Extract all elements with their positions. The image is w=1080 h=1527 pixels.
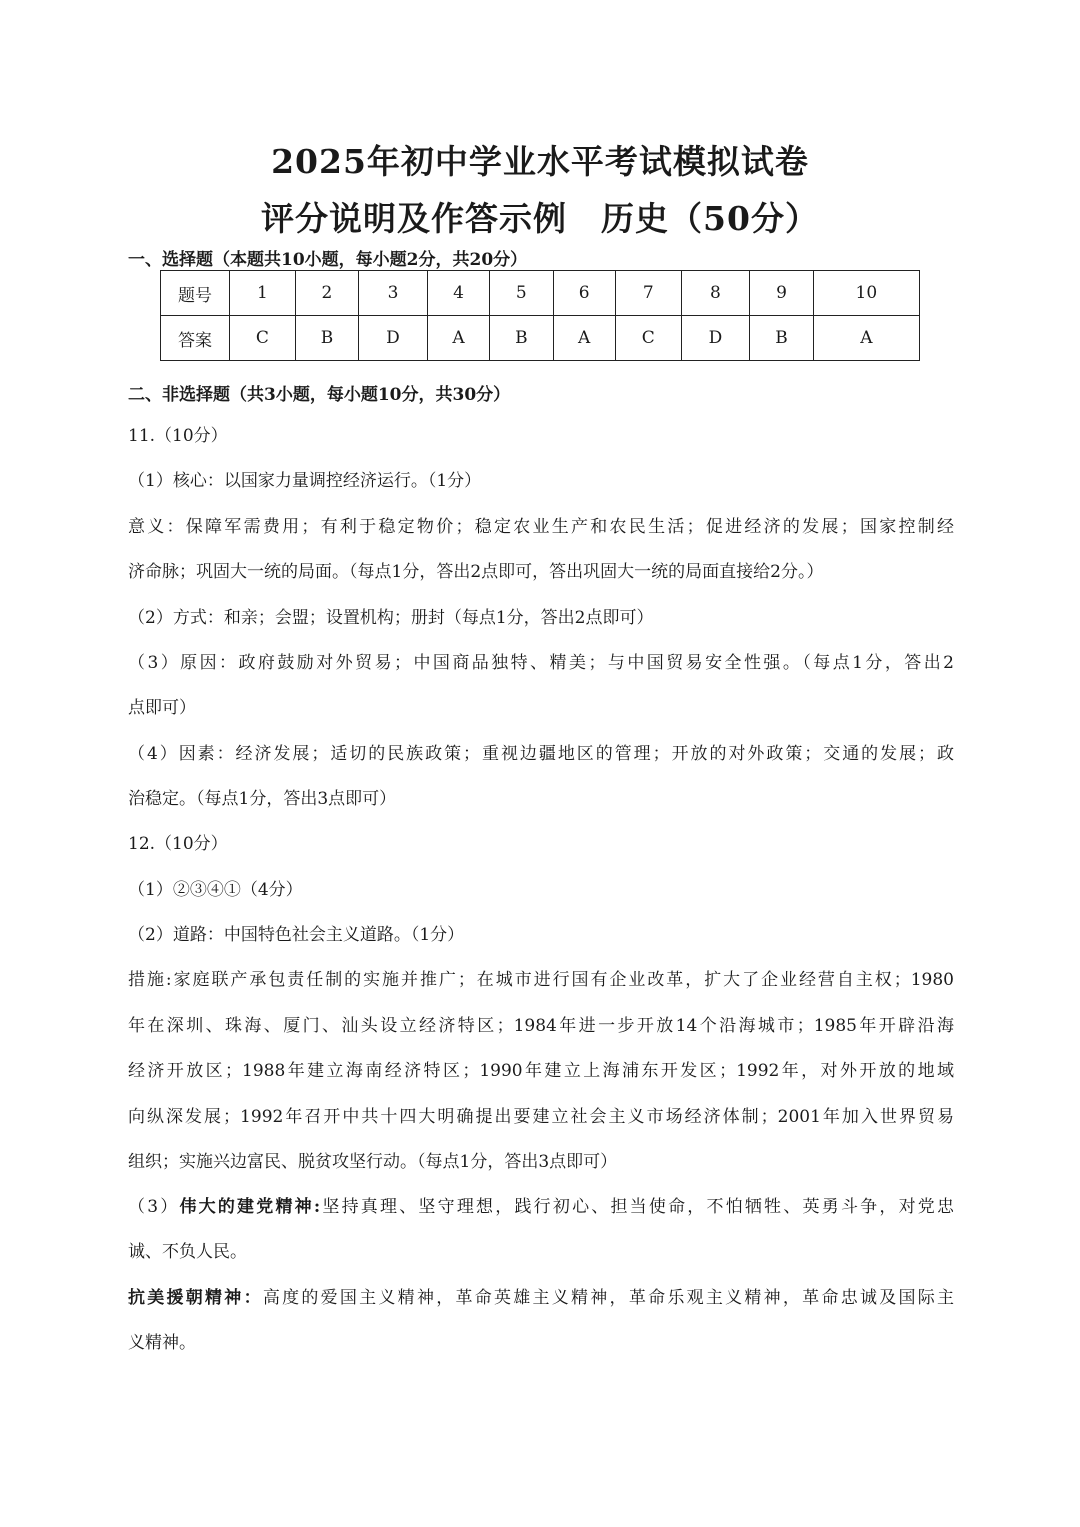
answer-table: [160, 270, 920, 361]
question-number: 5: [490, 271, 553, 316]
answer-cell: A: [813, 316, 919, 361]
question-heading-12: 12.（10分）: [128, 834, 228, 854]
row-label-number: 题号: [161, 271, 230, 316]
question-number: 1: [230, 271, 296, 316]
answer-line: （4）因素：经济发展；适切的民族政策；重视边疆地区的管理；开放的对外政策；交通的发展；政: [128, 744, 954, 764]
answer-line-party-spirit: [128, 1196, 954, 1218]
answer-line: 向纵深发展；1992年召开中共十四大明确提出要建立社会主义市场经济体制；2001年加入世界贸易: [128, 1107, 954, 1127]
answer-line: （1）核心：以国家力量调控经济运行。（1分）: [128, 471, 482, 491]
answer-line: 措施:家庭联产承包责任制的实施并推广；在城市进行国有企业改革，扩大了企业经营自主权；1980: [128, 970, 954, 990]
party-spirit-label: 伟大的建党精神:: [179, 1197, 321, 1217]
answer-line: 经济开放区；1988年建立海南经济特区；1990年建立上海浦东开发区；1992年，对外开放的地域: [128, 1061, 954, 1081]
question-number: 4: [427, 271, 489, 316]
answer-line: （2）道路：中国特色社会主义道路。（1分）: [128, 925, 465, 945]
question-number: 8: [681, 271, 750, 316]
answer-line: 诚、不负人民。: [128, 1242, 247, 1262]
answer-line: 年在深圳、珠海、厦门、汕头设立经济特区；1984年进一步开放14个沿海城市；1985年开辟沿海: [128, 1016, 954, 1036]
question-number: 10: [813, 271, 919, 316]
answer-line: 点即可）: [128, 698, 196, 718]
answer-line: （2）方式：和亲；会盟；设置机构；册封（每点1分，答出2点即可）: [128, 608, 654, 628]
resist-spirit-text: 高度的爱国主义精神，革命英雄主义精神，革命乐观主义精神，革命忠诚及国际主: [262, 1288, 955, 1308]
answer-cell: A: [427, 316, 489, 361]
answer-line: 济命脉；巩固大一统的局面。（每点1分，答出2点即可，答出巩固大一统的局面直接给2分。）: [128, 562, 824, 582]
row-label-answer: 答案: [161, 316, 230, 361]
answer-line: 义精神。: [128, 1333, 196, 1353]
answer-cell: B: [295, 316, 358, 361]
answer-cell: C: [615, 316, 681, 361]
answer-line-resist-spirit: [128, 1287, 954, 1309]
page-subtitle: 评分说明及作答示例 历史（50分）: [261, 199, 819, 238]
answer-cell: C: [230, 316, 296, 361]
question-number: 9: [750, 271, 813, 316]
answer-prefix: （3）: [128, 1197, 180, 1217]
section-heading-choice: 一、选择题（本题共10小题，每小题2分，共20分）: [128, 250, 528, 270]
table-row-answers: [161, 316, 920, 361]
answer-line: 组织；实施兴边富民、脱贫攻坚行动。（每点1分，答出3点即可）: [128, 1152, 618, 1172]
resist-spirit-label: 抗美援朝精神：: [128, 1288, 263, 1308]
section-heading-nonchoice: 二、非选择题（共3小题，每小题10分，共30分）: [128, 385, 511, 405]
answer-cell: B: [750, 316, 813, 361]
question-heading-11: 11.（10分）: [128, 426, 228, 446]
question-number: 2: [295, 271, 358, 316]
answer-line: （1）②③④①（4分）: [128, 880, 303, 900]
answer-line: 治稳定。（每点1分，答出3点即可）: [128, 789, 397, 809]
answer-cell: D: [681, 316, 750, 361]
table-row-numbers: [161, 271, 920, 316]
question-number: 7: [615, 271, 681, 316]
question-number: 3: [359, 271, 428, 316]
answer-cell: B: [490, 316, 553, 361]
answer-cell: A: [553, 316, 615, 361]
answer-line: 意义：保障军需费用；有利于稳定物价；稳定农业生产和农民生活；促进经济的发展；国家控制经: [128, 517, 954, 537]
answer-line: （3）原因：政府鼓励对外贸易；中国商品独特、精美；与中国贸易安全性强。（每点1分，答出2: [128, 653, 954, 673]
page-title: 2025年初中学业水平考试模拟试卷: [271, 142, 809, 181]
party-spirit-text: 坚持真理、坚守理想，践行初心、担当使命，不怕牺牲、英勇斗争，对党忠: [320, 1197, 954, 1217]
question-number: 6: [553, 271, 615, 316]
answer-cell: D: [359, 316, 428, 361]
